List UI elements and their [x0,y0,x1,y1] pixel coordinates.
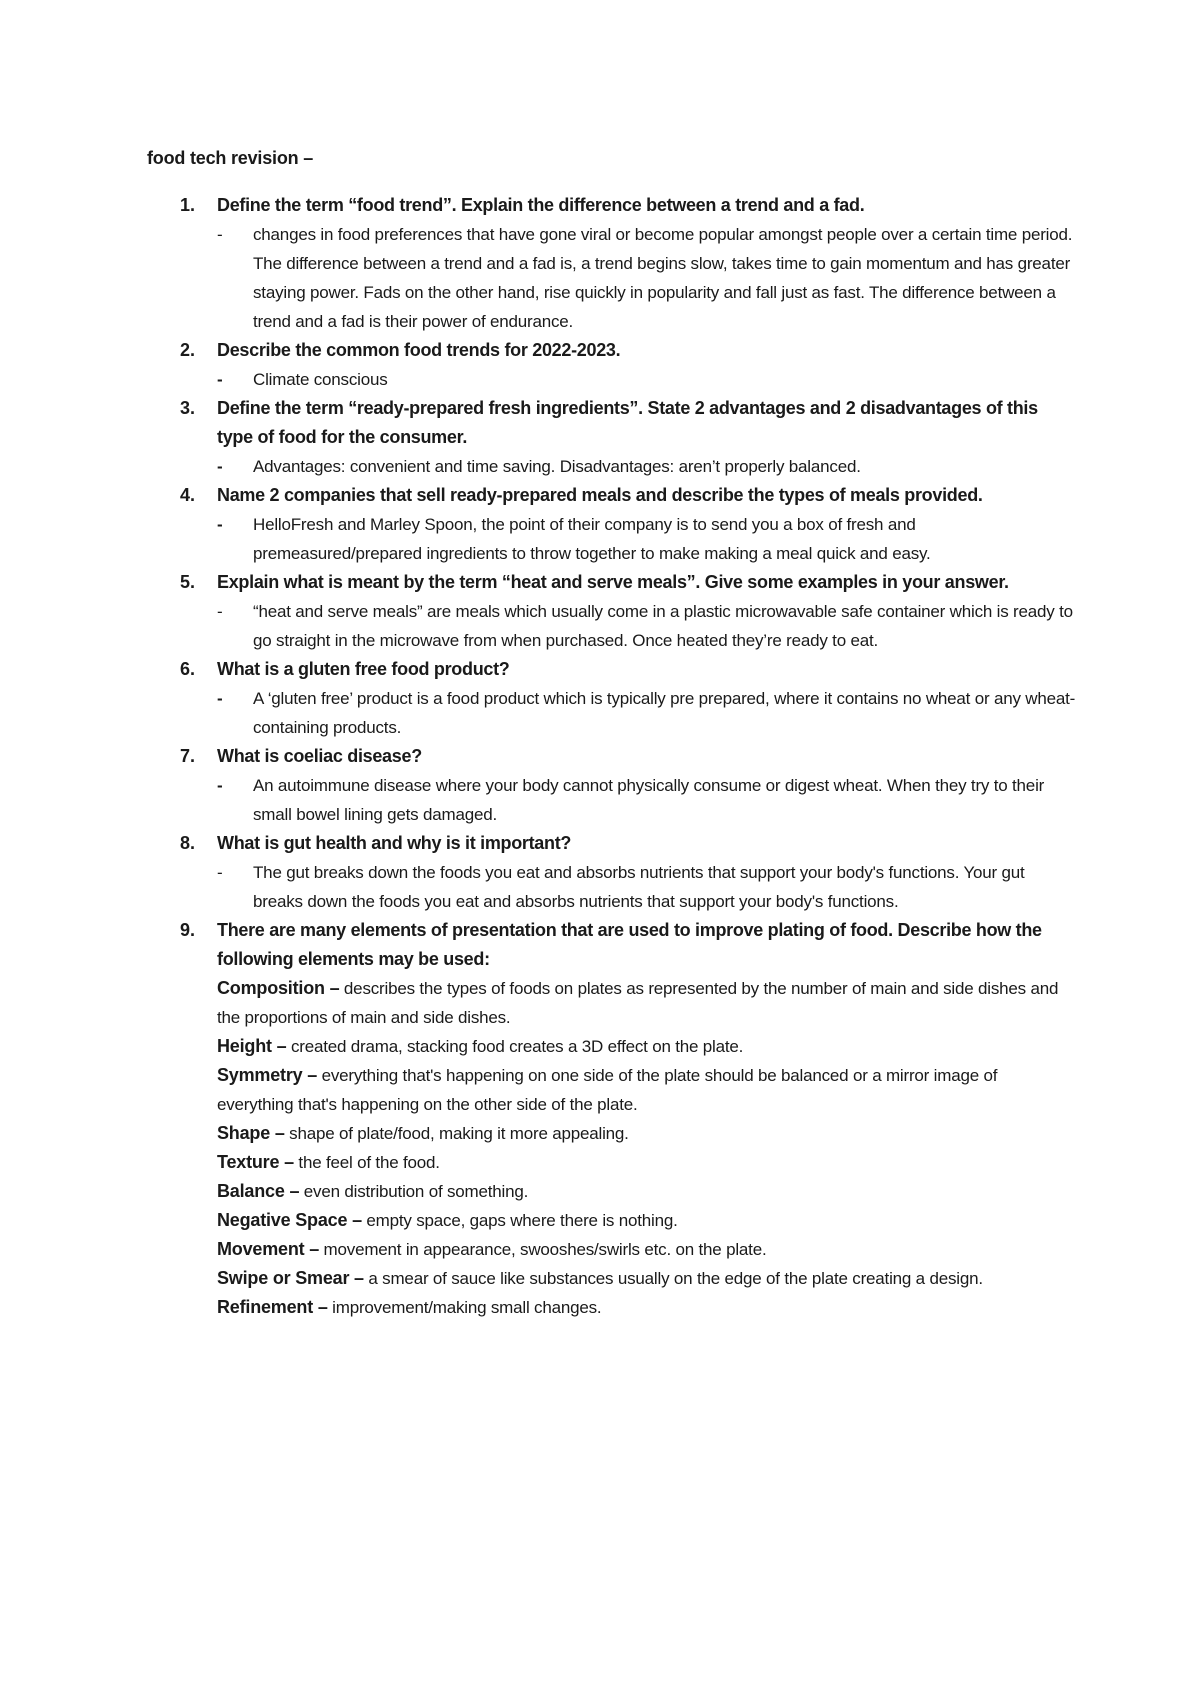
element-term: Movement – [217,1239,320,1259]
question-item [147,481,1077,568]
question-number: 7. [180,746,196,766]
question-text: Describe the common food trends for 2022-2023. [217,340,621,360]
dash-bullet: - [217,689,223,708]
question-item [147,568,1077,655]
element-item [217,1235,1077,1264]
answer-bullet [217,510,1077,568]
element-description: describes the types of foods on plates as represented by the number of main and side dishes and the proportions of main and side dishes. [217,979,1059,1027]
answer-text: changes in food preferences that have gone viral or become popular amongst people over a certain time period. The difference between a trend and a fad is, a trend begins slow, takes time to gain momentum and has greater staying power. Fads on the other hand, rise quickly in popularity and fall just as fast. The difference between a trend and a fad is their power of endurance. [253,225,1073,331]
question-number: 6. [180,659,196,679]
element-term: Symmetry – [217,1065,318,1085]
question-text: Define the term “food trend”. Explain the difference between a trend and a fad. [217,195,865,215]
element-item [217,1177,1077,1206]
element-description: the feel of the food. [293,1153,440,1172]
question-text: There are many elements of presentation that are used to improve plating of food. Describe how the following elements may be used: [217,920,1042,969]
element-description: a smear of sauce like substances usually on the edge of the plate creating a design. [363,1269,983,1288]
element-description: improvement/making small changes. [327,1298,602,1317]
element-item [217,1148,1077,1177]
question-text: What is gut health and why is it important? [217,833,572,853]
answer-bullet [217,858,1077,916]
question-number: 5. [180,572,196,592]
answer-text: Advantages: convenient and time saving. Disadvantages: aren’t properly balanced. [253,457,861,476]
answer-text: “heat and serve meals” are meals which usually come in a plastic microwavable safe container which is ready to go straight in the microwave from when purchased. Once heated they’re ready to eat. [253,602,1073,650]
element-item [217,1206,1077,1235]
question-text: Explain what is meant by the term “heat and serve meals”. Give some examples in your answer. [217,572,1009,592]
element-term: Negative Space – [217,1210,362,1230]
question-number: 3. [180,398,196,418]
answer-text: HelloFresh and Marley Spoon, the point of their company is to send you a box of fresh and premeasured/prepared ingredients to throw together to make making a meal quick and easy. [253,515,931,563]
element-term: Height – [217,1036,287,1056]
question-item [147,742,1077,829]
element-term: Composition – [217,978,340,998]
element-term: Refinement – [217,1297,328,1317]
element-item [217,1061,1077,1119]
question-number: 1. [180,195,196,215]
answer-text: A ‘gluten free’ product is a food product which is typically pre prepared, where it contains no wheat or any wheat-containing products. [253,689,1076,737]
dash-bullet: - [217,457,223,476]
dash-bullet: - [217,602,223,621]
answer-bullet [217,220,1077,336]
answer-text: An autoimmune disease where your body cannot physically consume or digest wheat. When they try to their small bowel lining gets damaged. [253,776,1045,824]
dash-bullet: - [217,863,223,882]
element-item [217,1032,1077,1061]
answer-bullet [217,771,1077,829]
question-text: Define the term “ready-prepared fresh ingredients”. State 2 advantages and 2 disadvantages of this type of food for the consumer. [217,398,1038,447]
question-item [147,336,1077,394]
element-term: Swipe or Smear – [217,1268,364,1288]
question-number: 9. [180,920,196,940]
element-term: Shape – [217,1123,285,1143]
element-description: even distribution of something. [299,1182,529,1201]
dash-bullet: - [217,515,223,534]
element-term: Texture – [217,1152,294,1172]
element-term: Balance – [217,1181,300,1201]
answer-bullet [217,684,1077,742]
question-item [147,916,1077,1322]
question-number: 2. [180,340,196,360]
element-description: empty space, gaps where there is nothing. [361,1211,678,1230]
question-item [147,829,1077,916]
question-text: What is coeliac disease? [217,746,422,766]
dash-bullet: - [217,225,223,244]
element-description: movement in appearance, swooshes/swirls etc. on the plate. [319,1240,767,1259]
element-description: created drama, stacking food creates a 3D effect on the plate. [286,1037,744,1056]
answer-text: The gut breaks down the foods you eat and absorbs nutrients that support your body's functions. Your gut breaks down the foods you eat and absorbs nutrients that support your body's functions. [253,863,1025,911]
answer-bullet [217,365,1077,394]
question-list [147,191,1077,1322]
question-item [147,394,1077,481]
question-item [147,655,1077,742]
element-item [217,974,1077,1032]
question-item [147,191,1077,336]
question-text: What is a gluten free food product? [217,659,510,679]
question-number: 8. [180,833,196,853]
element-description: everything that's happening on one side of the plate should be balanced or a mirror image of everything that's happening on the other side of the plate. [217,1066,998,1114]
question-number: 4. [180,485,196,505]
element-item [217,1264,1077,1293]
element-description: shape of plate/food, making it more appealing. [284,1124,629,1143]
document-title: food tech revision – [147,148,314,168]
answer-text: Climate conscious [253,370,388,389]
dash-bullet: - [217,370,223,389]
answer-bullet [217,597,1077,655]
element-item [217,1119,1077,1148]
answer-bullet [217,452,1077,481]
dash-bullet: - [217,776,223,795]
question-text: Name 2 companies that sell ready-prepared meals and describe the types of meals provided. [217,485,983,505]
element-item [217,1293,1077,1322]
